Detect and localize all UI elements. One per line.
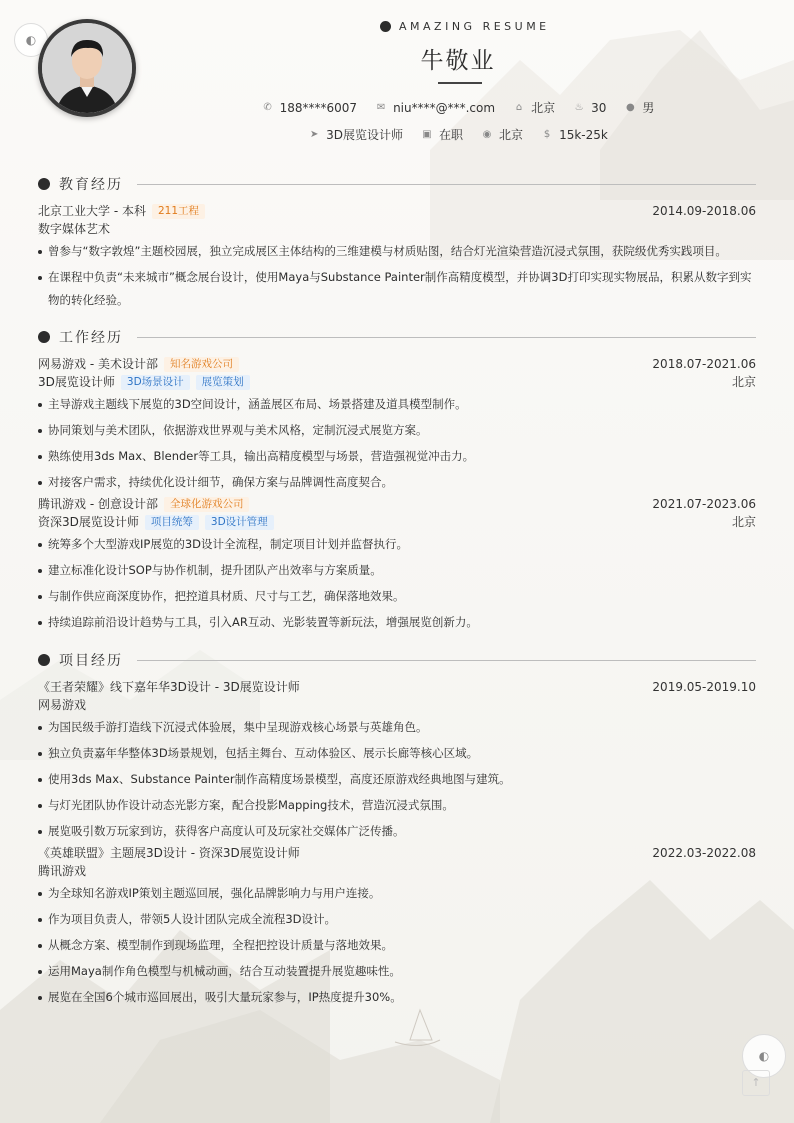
brand-line <box>380 20 550 33</box>
leaf-decoration-icon: ◐ <box>14 23 48 57</box>
list-item: 与制作供应商深度协作，把控道具材质、尺寸与工艺，确保落地效果。 <box>38 585 756 608</box>
work-section-header <box>38 327 756 347</box>
project-bullets <box>38 716 756 843</box>
section-title: 工作经历 <box>59 330 123 346</box>
send-icon: ➤ <box>309 129 319 140</box>
school-name: 北京工业大学 - 本科 <box>38 204 146 218</box>
school-tag: 211工程 <box>152 204 205 219</box>
major: 数字媒体艺术 <box>38 222 111 236</box>
list-item: 在课程中负责“未来城市”概念展台设计，使用Maya与Substance Painter制作高精度模型，并协调3D打印实现实物展品，积累从数字到实物的转化经验。 <box>38 266 756 312</box>
job-role: 资深3D展览设计师 <box>38 515 139 529</box>
briefcase-icon: ▣ <box>422 129 432 140</box>
contact-phone: ✆ 188****6007 <box>263 100 358 115</box>
job-intent-row <box>0 126 794 143</box>
intent-position: ➤ 3D展览设计师 <box>309 128 404 142</box>
home-icon: ⌂ <box>515 102 523 113</box>
list-item: 协同策划与美术团队，依据游戏世界观与美术风格，定制沉浸式展览方案。 <box>38 419 756 442</box>
list-item: 展览在全国6个城市巡回展出，吸引大量玩家参与，IP热度提升30%。 <box>38 986 756 1009</box>
work-date: 2021.07-2023.06 <box>652 497 756 511</box>
skill-tag: 展览策划 <box>196 375 250 390</box>
candidate-name: 牛敬业 <box>420 48 496 74</box>
work-bullets <box>38 533 756 634</box>
project-section-header <box>38 650 756 670</box>
skill-tag: 项目统筹 <box>145 515 199 530</box>
education-date: 2014.09-2018.06 <box>652 204 756 218</box>
contact-age: ♨ 30 <box>574 100 607 115</box>
gender-icon: ● <box>625 102 635 113</box>
mail-icon: ✉ <box>376 102 386 113</box>
project-org: 网易游戏 <box>38 698 87 712</box>
list-item: 熟练使用3ds Max、Blender等工具，输出高精度模型与场景，营造强视觉冲击力。 <box>38 445 756 468</box>
contact-gender: ● 男 <box>625 101 655 115</box>
section-divider <box>137 184 756 185</box>
contact-row <box>0 99 794 116</box>
project-bullets <box>38 882 756 1009</box>
list-item: 独立负责嘉年华整体3D场景规划，包括主舞台、互动体验区、展示长廊等核心区域。 <box>38 742 756 765</box>
phone-icon: ✆ <box>263 102 272 113</box>
education-entry <box>38 202 756 315</box>
list-item: 曾参与“数字敦煌”主题校园展，独立完成展区主体结构的三维建模与材质贴图，结合灯光渲染营造沉浸式氛围，获院级优秀实践项目。 <box>38 240 756 263</box>
list-item: 运用Maya制作角色模型与机械动画，结合互动装置提升展览趣味性。 <box>38 960 756 983</box>
project-name: 《王者荣耀》线下嘉年华3D设计 - 3D展览设计师 <box>38 680 300 694</box>
list-item: 展览吸引数万玩家到访，获得客户高度认可及玩家社交媒体广泛传播。 <box>38 820 756 843</box>
section-dot-icon <box>38 178 50 190</box>
section-title: 教育经历 <box>59 177 123 193</box>
name-divider <box>438 82 482 84</box>
work-city: 北京 <box>731 375 756 389</box>
list-item: 建立标准化设计SOP与协作机制，提升团队产出效率与方案质量。 <box>38 559 756 582</box>
work-bullets <box>38 393 756 494</box>
list-item: 对接客户需求，持续优化设计细节，确保方案与品牌调性高度契合。 <box>38 471 756 494</box>
project-entry <box>38 678 756 846</box>
project-name: 《英雄联盟》主题展3D设计 - 资深3D展览设计师 <box>38 846 300 860</box>
section-dot-icon <box>38 654 50 666</box>
education-bullets <box>38 240 756 312</box>
work-entry <box>38 355 756 497</box>
section-dot-icon <box>38 331 50 343</box>
list-item: 主导游戏主题线下展览的3D空间设计，涵盖展区布局、场景搭建及道具模型制作。 <box>38 393 756 416</box>
intent-salary: $ 15k-25k <box>541 126 608 143</box>
project-date: 2022.03-2022.08 <box>652 846 756 860</box>
salary-icon: $ <box>543 129 551 140</box>
age-icon: ♨ <box>574 102 584 113</box>
brand-title: AMAZING RESUME <box>399 20 550 33</box>
decorative-circle-icon: ◐ <box>742 1034 786 1078</box>
list-item: 统筹多个大型游戏IP展览的3D设计全流程，制定项目计划并监督执行。 <box>38 533 756 556</box>
contact-email: ✉ niu****@***.com <box>376 100 496 115</box>
section-divider <box>137 660 756 661</box>
project-org: 腾讯游戏 <box>38 864 87 878</box>
list-item: 为全球知名游戏IP策划主题巡回展，强化品牌影响力与用户连接。 <box>38 882 756 905</box>
list-item: 使用3ds Max、Substance Painter制作高精度场景模型，高度还原游戏经典地图与建筑。 <box>38 768 756 791</box>
section-title: 项目经历 <box>59 653 123 669</box>
company-tag: 知名游戏公司 <box>164 357 239 372</box>
location-icon: ◉ <box>482 129 492 140</box>
work-city: 北京 <box>731 515 756 529</box>
brand-dot-icon <box>380 21 391 32</box>
work-date: 2018.07-2021.06 <box>652 357 756 371</box>
intent-city: ◉ 北京 <box>482 128 524 142</box>
skill-tag: 3D设计管理 <box>205 515 274 530</box>
intent-status: ▣ 在职 <box>422 128 464 142</box>
back-to-top-icon[interactable]: ↑ <box>742 1070 770 1096</box>
company-name: 腾讯游戏 - 创意设计部 <box>38 497 158 511</box>
work-entry <box>38 495 756 637</box>
list-item: 与灯光团队协作设计动态光影方案，配合投影Mapping技术，营造沉浸式氛围。 <box>38 794 756 817</box>
project-date: 2019.05-2019.10 <box>652 680 756 694</box>
list-item: 作为项目负责人，带领5人设计团队完成全流程3D设计。 <box>38 908 756 931</box>
list-item: 从概念方案、模型制作到现场监理，全程把控设计质量与落地效果。 <box>38 934 756 957</box>
project-entry <box>38 844 756 1012</box>
list-item: 持续追踪前沿设计趋势与工具，引入AR互动、光影装置等新玩法，增强展览创新力。 <box>38 611 756 634</box>
contact-city: ⌂ 北京 <box>513 99 555 116</box>
education-section-header <box>38 174 756 194</box>
section-divider <box>137 337 756 338</box>
skill-tag: 3D场景设计 <box>121 375 190 390</box>
company-name: 网易游戏 - 美术设计部 <box>38 357 158 371</box>
list-item: 为国民级手游打造线下沉浸式体验展，集中呈现游戏核心场景与英雄角色。 <box>38 716 756 739</box>
job-role: 3D展览设计师 <box>38 375 115 389</box>
company-tag: 全球化游戏公司 <box>164 497 250 512</box>
